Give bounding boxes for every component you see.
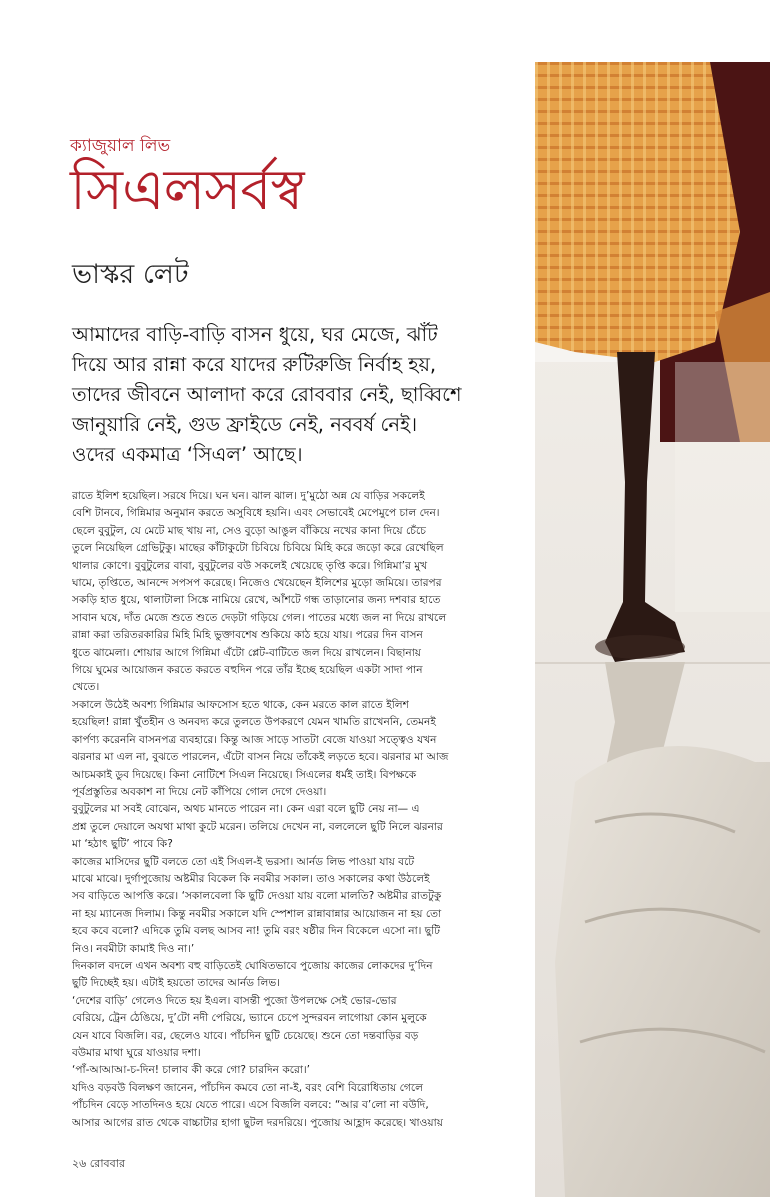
lead-line: দিয়ে আর রান্না করে যাদের রুটিরুজি নির্বাহ হয়, [72,353,437,376]
body-line: থালার কোণে। বুবুটুলের বাবা, বুবুটুলের বউ সকলেই খেয়েছে তৃপ্তি করে। গিন্নিমা’র মুখ [72,559,428,572]
body-line: ঝরনার মা এল না, বুঝতে পারলেন, এঁটো বাসন নিয়ে তাঁকেই লড়তে হবে। ঝরনার মা আজ [72,751,449,764]
body-line: বেরিয়ে, ট্রেন ঠেঙিয়ে, দু’টো নদী পেরিয়ে, ভ্যানে চেপে সুন্দরবন লাগোয়া কোন মুলুকে [72,1012,427,1025]
page-folio: ২৬ রোববার [72,1157,125,1170]
body-line: ‘পাঁ-আআআ-চ-দিন! চালাব কী করে গো? চারদিন করো।’ [72,1064,311,1077]
body-line: ধুতে ঝামেলা। শোয়ার আগে গিন্নিমা এঁটো প্লেট-বাটিতে জল দিয়ে রাখলেন। বিছানায় [72,646,422,659]
body-line: ‘দেশের বাড়ি’ গেলেও দিতে হয় ইএল। বাসন্তী পুজো উপলক্ষে সেই ভোর-ভোর [72,994,397,1007]
body-line: খেতে। [72,681,100,694]
lead-line: ওদের একমাত্র ‘সিএল’ আছে। [72,443,303,466]
article-title: সিএলসর্বস্ব [70,158,304,223]
lead-line: জানুয়ারি নেই, গুড ফ্রাইডে নেই, নববর্ষ নেই। [72,413,418,436]
body-line: বউমার মাথা ঘুরে যাওয়ার দশা। [72,1047,201,1059]
body-line: না হয় ম্যানেজ দিলাম। কিন্তু নবমীর সকালে যদি স্পেশাল রান্নাবান্নার আয়োজন না হয় তো [72,907,442,920]
body-line: যদিও বড়বউ বিলক্ষণ জানেন, পাঁচদিন কমবে তো না-ই, বরং বেশি বিরোধিতায় গেলে [72,1081,424,1094]
body-line: গিয়ে ঘুমের আয়োজন করতে করতে বহুদিন পরে তাঁর ইচ্ছে হয়েছিল একটা সাদা পান [72,664,423,677]
body-line: রান্না করা তরিতরকারির মিহি মিহি ভুক্তাবশেষ শুকিয়ে কাঠ হয়ে যায়। পরের দিন বাসন [72,629,423,642]
body-line: আচমকাই ডুব দিয়েছে। কিনা নোটিশে সিএল নিয়েছে। সিএলের ধর্মই তাই। বিপক্ষকে [72,768,417,781]
body-line: আসার আগের রাত থেকে বাচ্চাটার হাগা ছুটল দরদরিয়ে। পুজোয় আহ্লাদ করেছে। খাওয়ায় [72,1116,443,1129]
body-line: যেন যাবে বিজলি। বর, ছেলেও যাবে। পাঁচদিন ছুটি চেয়েছে। শুনে তো দন্তবাড়ির বড় [72,1029,419,1042]
body-line: সকালে উঠেই অবশ্য গিন্নিমার আফসোস হতে থাকে, কেন মরতে কাল রাতে ইলিশ [72,698,409,711]
body-line: পাঁচদিন বেড়ে সাতদিনও হয়ে যেতে পারে। এসে বিজলি বলবে: “আর ব’লো না বউদি, [72,1099,429,1112]
body-line: ঘামে, তৃপ্তিতে, আনন্দে সপসপ করেছে। নিজেও খেয়েছেন ইলিশের মুড়ো জমিয়ে। তারপর [72,577,442,590]
body-line: সব বাড়িতে আপত্তি করে। ‘সকালবেলা কি ছুটি দেওয়া যায় বলো মালতি? অষ্টমীর রাতটুকু [72,890,442,903]
body-line: কার্পণ্য করেননি বাসনপত্র ব্যবহারে। কিন্তু আজ সাড়ে সাতটা বেজে যাওয়া সত্ত্বেও যখন [72,733,437,746]
body-line: সকড়ি হাত ধুয়ে, থালাটালা সিঙ্কে নামিয়ে রেখে, আঁশটে গন্ধ তাড়ানোর জন্য দশবার হাতে [72,594,441,607]
body-line: প্রশ্ন তুলে দেয়ালে অযথা মাথা কুটে মরেন। তলিয়ে দেখেন না, বললেলে ছুটি নিলে ঝরনার [72,820,443,833]
maid-feet-photo [535,62,770,1197]
body-line: রাতে ইলিশ হয়েছিল। সরষে দিয়ে। ঘন ঘন। ঝাল ঝাল। দু’মুঠো অন্ন যে বাড়ির সকলেই [72,490,425,502]
feature-photo [535,62,770,1197]
body-line: বেশি টানবে, গিন্নিমার অনুমান করতে অসুবিধে হয়নি। এবং সেভাবেই মেপেমুপে চাল দেন। [72,507,440,520]
body-line: হয়েছিল! রান্না খুঁতহীন ও অনবদ্য করে তুলতে উপকরণে যেমন খামতি রাখেননি, তেমনই [72,716,436,729]
body-line: বুবুটুলের মা সবই বোঝেন, অথচ মানতে পারেন না। কেন এরা বলে ছুটি নেয় না— এ [72,803,420,816]
author-byline: ভাস্কর লেট [72,259,189,290]
body-line: ছুটি দিচ্ছেই হয়। এটাই হয়তো তাদের আর্নড লিভ। [72,977,281,990]
body-line: দিনকাল বদলে এখন অবশ্য বহু বাড়িতেই ঘোষিতভাবে পুজোয় কাজের লোকদের দু’দিন [72,959,433,972]
body-line: হবে কবে বলো? এদিকে তুমি বলছ আসব না! তুমি বরং ষষ্ঠীর দিন বিকেলে এসো না। ছুটি [72,925,441,938]
body-line: তুলে নিয়েছিল গ্রেভিটুকু। মাছের কাঁটাকুটো চিবিয়ে চিবিয়ে মিহি করে জড়ো করে রেখেছিল [72,542,444,555]
lead-line: আমাদের বাড়ি-বাড়ি বাসন ধুয়ে, ঘর মেজে, ঝাঁট [72,323,438,346]
article-body [72,488,532,1132]
body-line: মা ‘হঠাৎ ছুটি’ পাবে কি? [72,838,173,851]
body-line: কাজের মাসিদের ছুটি বলতে তো এই সিএল-ই ভরসা। আর্নড লিভ পাওয়া যায় বটে [72,855,415,868]
lead-paragraph [72,320,532,470]
lead-line: তাদের জীবনে আলাদা করে রোববার নেই, ছাব্বিশে [72,383,462,406]
section-label: ক্যাজুয়াল লিভ [70,136,171,156]
body-line: নিও। নবমীটা কামাই দিও না।’ [72,942,195,955]
body-line: ছেলে বুবুটুল, যে মেটে মাছ খায় না, সেও বুড়ো আঙুল বাঁকিয়ে নখের কানা দিয়ে চেঁচে [72,524,426,537]
body-line: মাঝে মাঝে। দুর্গাপুজোয় অষ্টমীর বিকেল কি নবমীর সকাল। তাও সকালের কথা উঠলেই [72,872,430,885]
body-line: সাবান ঘষে, দাঁত মেজে শুতে শুতে দেড়টা গড়িয়ে গেল। পাতের মধ্যে জল না দিয়ে রাখলে [72,611,447,624]
body-line: পূর্বপ্রস্তুতির অবকাশ না দিয়ে নেট কাঁপিয়ে গোল দেগে দেওয়া। [72,785,327,798]
